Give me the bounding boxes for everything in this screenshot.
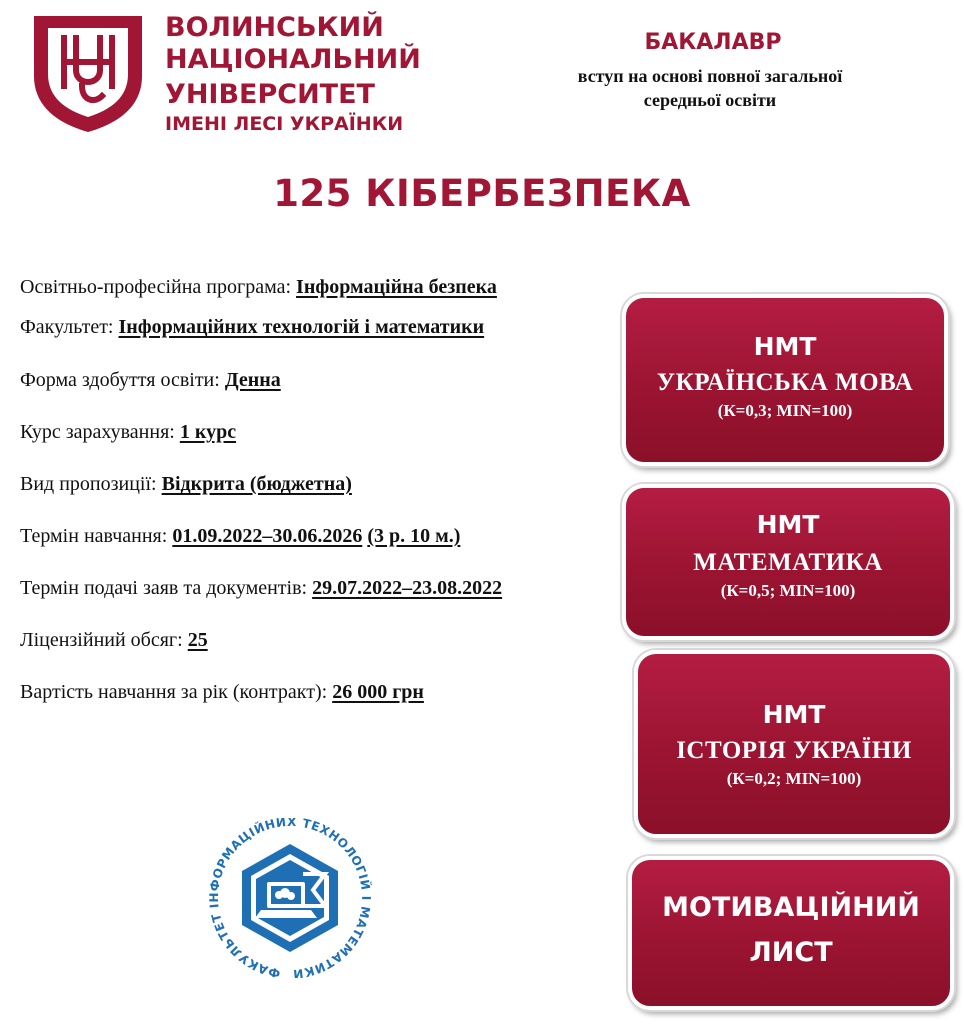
exam-card-subject: МАТЕМАТИКА bbox=[693, 549, 883, 576]
program-title: 125 КІБЕРБЕЗПЕКА bbox=[273, 172, 691, 215]
info-submission-label: Термін подачі заяв та документів: bbox=[20, 577, 313, 599]
info-faculty-value: Інформаційних технологій і математики bbox=[118, 316, 485, 338]
university-name-line1: ВОЛИНСЬКИЙ bbox=[165, 12, 384, 43]
university-name-line4: ІМЕНІ ЛЕСІ УКРАЇНКИ bbox=[165, 113, 404, 135]
info-cost bbox=[20, 681, 424, 704]
info-term-label: Термін навчання: bbox=[20, 525, 173, 547]
info-offer-value: Відкрита (бюджетна) bbox=[161, 473, 352, 495]
info-cost-label: Вартість навчання за рік (контракт): bbox=[20, 681, 333, 703]
exam-card-math[interactable] bbox=[622, 484, 954, 640]
info-course-label: Курс зарахування: bbox=[20, 421, 180, 443]
info-faculty-label: Факультет: bbox=[20, 316, 119, 338]
exam-card-title: НМТ bbox=[762, 700, 826, 729]
info-license-value: 25 bbox=[187, 629, 208, 651]
info-term-duration: (3 р. 10 м.) bbox=[367, 525, 461, 547]
info-program-label: Освітньо-професійна програма: bbox=[20, 276, 297, 298]
exam-card-history[interactable] bbox=[634, 650, 954, 838]
exam-card-title: НМТ bbox=[753, 332, 817, 361]
info-form bbox=[20, 369, 281, 392]
exam-card-subject: ІСТОРІЯ УКРАЇНИ bbox=[676, 737, 912, 764]
motivation-letter-button[interactable] bbox=[628, 856, 954, 1010]
info-term bbox=[20, 525, 460, 548]
info-program-value: Інформаційна безпека bbox=[296, 276, 497, 298]
degree-subtitle-line1: вступ на основі повної загальної bbox=[577, 66, 843, 86]
info-term-value: 01.09.2022–30.06.2026 bbox=[172, 525, 363, 547]
info-form-value: Денна bbox=[224, 369, 281, 391]
exam-card-ukrainian[interactable] bbox=[622, 294, 948, 466]
info-license-label: Ліцензійний обсяг: bbox=[20, 629, 188, 651]
university-name-line2: НАЦІОНАЛЬНИЙ bbox=[165, 44, 421, 75]
exam-card-coef: (К=0,2; MIN=100) bbox=[726, 769, 862, 788]
exam-card-title: НМТ bbox=[756, 510, 820, 539]
info-offer-label: Вид пропозиції: bbox=[20, 473, 162, 495]
info-cost-value: 26 000 грн bbox=[332, 681, 424, 703]
degree-subtitle-line2: середньої освіти bbox=[643, 90, 777, 110]
degree-title: БАКАЛАВР bbox=[644, 30, 782, 55]
info-submission bbox=[20, 577, 502, 600]
info-course bbox=[20, 421, 236, 444]
info-course-value: 1 курс bbox=[179, 421, 237, 443]
motivation-line1: МОТИВАЦІЙНИЙ bbox=[662, 892, 920, 923]
motivation-line2: ЛИСТ bbox=[749, 937, 833, 968]
exam-card-coef: (К=0,3; MIN=100) bbox=[717, 401, 853, 420]
faculty-emblem-icon bbox=[205, 818, 375, 978]
faculty-logo bbox=[205, 818, 375, 978]
info-faculty bbox=[20, 316, 484, 339]
info-submission-value: 29.07.2022–23.08.2022 bbox=[312, 577, 503, 599]
university-logo bbox=[28, 12, 421, 136]
info-form-label: Форма здобуття освіти: bbox=[20, 369, 225, 391]
faculty-ring-text: ФАКУЛЬТЕТ ІНФОРМАЦІЙНИХ ТЕХНОЛОГІЙ І МАТЕМАТИКИ bbox=[206, 818, 374, 978]
university-name-line3: УНІВЕРСИТЕТ bbox=[165, 79, 375, 110]
info-offer bbox=[20, 473, 352, 496]
info-program bbox=[20, 276, 497, 299]
university-crest-icon bbox=[28, 12, 148, 134]
exam-card-coef: (К=0,5; MIN=100) bbox=[720, 581, 856, 600]
info-license bbox=[20, 629, 208, 652]
exam-card-subject: УКРАЇНСЬКА МОВА bbox=[656, 369, 914, 396]
